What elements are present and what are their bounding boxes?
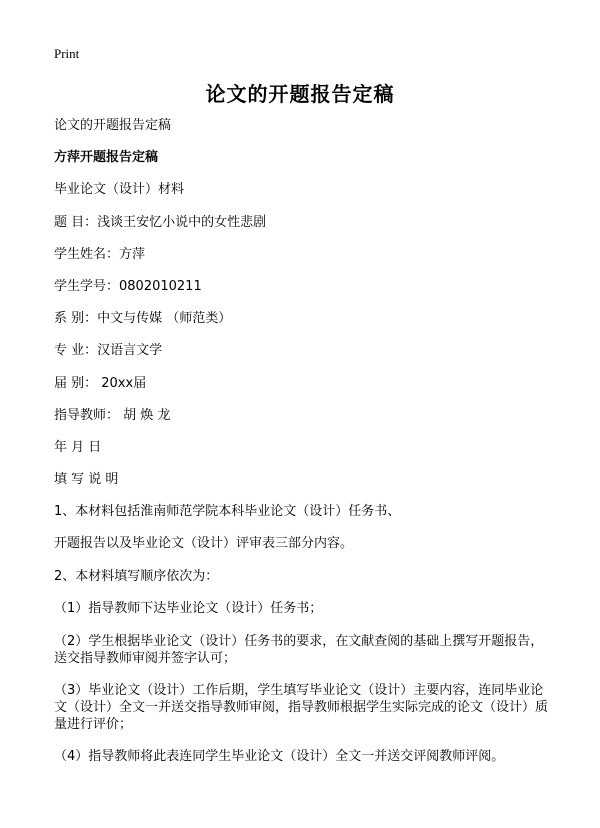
topic-field: 题 目：浅谈王安忆小说中的女性悲剧 <box>54 214 267 230</box>
instruction-2: 2、本材料填写顺序依次为： <box>54 568 219 584</box>
document-body <box>54 118 554 765</box>
student-name-field: 学生姓名：方萍 <box>54 246 146 262</box>
student-id-field: 学生学号：0802010211 <box>54 278 202 294</box>
advisor-field: 指导教师： 胡 焕 龙 <box>54 407 171 423</box>
instruction-1: 1、本材料包括淮南师范学院本科毕业论文（设计）任务书、 <box>54 504 401 520</box>
subtitle-line: 论文的开题报告定稿 <box>54 118 172 133</box>
class-year-field: 届 别： 20xx届 <box>54 375 147 391</box>
author-heading: 方萍开题报告定稿 <box>54 150 159 166</box>
instruction-2-step-4: （4）指导教师将此表连同学生毕业论文（设计）全文一并送交评阅教师评阅。 <box>54 749 505 764</box>
instruction-2-step-3: （3）毕业论文（设计）工作后期，学生填写毕业论文（设计）主要内容，连同毕业论文（设计）全文一并送交指导教师审阅，指导教师根据学生实际完成的论文（设计）质量进行评价； <box>54 683 549 732</box>
page-title: 论文的开题报告定稿 <box>205 82 395 106</box>
instruction-2-step-2: （2）学生根据毕业论文（设计）任务书的要求，在文献查阅的基础上撰写开题报告，送交指导教师审阅并签字认可； <box>54 634 544 666</box>
instruction-1-cont: 开题报告以及毕业论文（设计）评审表三部分内容。 <box>54 536 354 552</box>
department-field: 系 别：中文与传媒 （师范类） <box>54 311 232 327</box>
instructions-heading: 填 写 说 明 <box>54 472 119 488</box>
major-field: 专 业：汉语言文学 <box>54 343 163 359</box>
instruction-2-step-1: （1）指导教师下达毕业论文（设计）任务书； <box>54 600 323 616</box>
print-link[interactable]: Print <box>54 46 80 61</box>
material-heading: 毕业论文（设计）材料 <box>54 182 185 198</box>
date-field: 年 月 日 <box>54 439 102 455</box>
